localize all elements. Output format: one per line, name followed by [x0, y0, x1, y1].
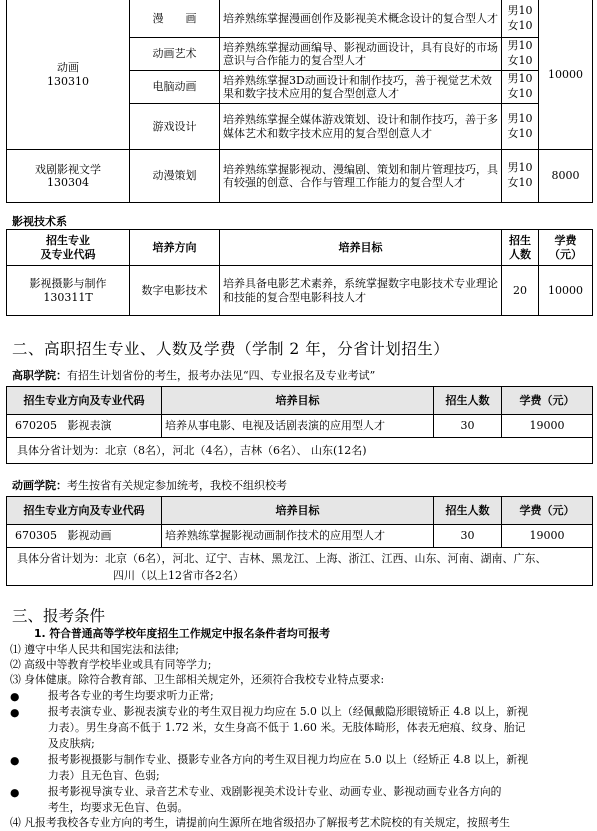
goal-cell: 培养熟练掌握漫画创作及影视美术概念设计的复合型人才	[220, 0, 502, 38]
donghua-note-text: 考生按省有关规定参加统考，我校不组织校考	[67, 479, 287, 492]
list-item	[10, 704, 590, 752]
fee-cell: 8000	[539, 150, 593, 203]
major-name: 影视表演	[67, 419, 112, 433]
condition-item: ⑴ 遵守中华人民共和国宪法和法律;	[10, 643, 180, 656]
fee-cell: 10000	[539, 266, 593, 316]
goal-cell: 培养熟练掌握全媒体游戏策划、设计和制作技巧，善于多媒体艺术和数字技术应用的复合型创意人才	[220, 104, 502, 150]
bullet-list	[10, 688, 590, 816]
majors-table-film-tech	[6, 229, 593, 316]
direction-cell: 动画艺术	[130, 38, 220, 71]
plan-line: 具体分省计划为：北京（6名），河北、辽宁、吉林、黑龙江、上海、浙江、江西、山东、河南、湖南、广东、	[17, 551, 547, 565]
gaozhi-note-text: 有招生计划省份的考生，报考办法见“四、专业报名及专业考试”	[67, 369, 376, 382]
header-fee: 学费（元）	[502, 497, 593, 525]
count-cell: 男10 女10	[502, 104, 539, 150]
donghua-table	[6, 496, 593, 586]
section-3-title: 三、报考条件	[12, 607, 106, 625]
header-fee: 学费（元）	[502, 387, 593, 415]
header-goal: 培养目标	[220, 230, 502, 266]
direction-cell: 漫 画	[130, 0, 220, 38]
bullet-icon: ●	[10, 786, 20, 799]
plan-row	[7, 548, 593, 586]
bullet-icon: ●	[10, 754, 20, 767]
fee-cell: 10000	[539, 0, 593, 150]
bullet-text: 报考影视摄影与制作专业、摄影专业各方向的考生双目视力均应在 5.0 以上（经矫正 4.8 以上，新视	[48, 753, 528, 766]
gaozhi-note	[12, 367, 375, 383]
gaozhi-label: 高职学院：	[12, 369, 67, 382]
table-row	[7, 525, 593, 548]
major-cell: 戏剧影视文学 130304	[7, 150, 130, 203]
bullet-text: 及皮肤病;	[48, 737, 95, 750]
majors-table-animation	[6, 0, 593, 203]
major-cell: 影视摄影与制作 130311T	[7, 266, 130, 316]
bullet-text: 力表）且无色盲、色弱;	[48, 769, 160, 782]
section-film-tech-label: 影视技术系	[12, 215, 67, 228]
header-goal: 培养目标	[162, 387, 434, 415]
bullet-text: 报考各专业的考生均要求听力正常;	[48, 689, 214, 702]
bullet-text: 力表）。男生身高不低于 1.72 米，女生身高不低于 1.60 米。无肢体畸形，体表无疤痕、纹身、胎记	[48, 721, 526, 734]
goal-cell: 培养熟练掌握3D动画设计和制作技巧，善于视觉艺术效果和数字技术应用的复合型创意人才	[220, 71, 502, 104]
plan-line: 四川（以上12省市各2名）	[113, 568, 244, 582]
major-code: 670305	[15, 529, 57, 543]
header-count: 招生人数	[434, 387, 502, 415]
major-code-cell	[7, 415, 162, 438]
conditions-heading: 1. 符合普通高等学校年度招生工作规定中报名条件者均可报考	[34, 627, 331, 640]
header-major: 招生专业 及专业代码	[7, 230, 130, 266]
bullet-text: 报考影视导演专业、录音艺术专业、戏剧影视美术设计专业、动画专业、影视动画专业各方向的	[48, 785, 502, 798]
header-count: 招生人数	[434, 497, 502, 525]
table-header-row	[7, 497, 593, 525]
count-cell: 男10 女10	[502, 38, 539, 71]
donghua-note	[12, 477, 287, 493]
count-cell: 30	[434, 415, 502, 438]
section-2-title: 二、高职招生专业、人数及学费（学制 2 年，分省计划招生）	[12, 340, 450, 358]
count-cell: 男10 女10	[502, 0, 539, 38]
table-header-row	[7, 387, 593, 415]
major-code: 670205	[15, 419, 57, 433]
direction-cell: 数字电影技术	[130, 266, 220, 316]
direction-cell: 动漫策划	[130, 150, 220, 203]
list-item	[10, 752, 590, 784]
direction-cell: 游戏设计	[130, 104, 220, 150]
goal-cell: 培养熟练掌握动画编导、影视动画设计，具有良好的市场意识与合作能力的复合型人才	[220, 38, 502, 71]
condition-item: ⑶ 身体健康。除符合教育部、卫生部相关规定外，还须符合我校专业特点要求:	[10, 673, 385, 686]
goal-cell: 培养熟练掌握影视动、漫编剧、策划和制片管理技巧，具有较强的创意、合作与管理工作能力的复合型人才	[220, 150, 502, 203]
header-major-code: 招生专业方向及专业代码	[7, 387, 162, 415]
header-count: 招生 人数	[502, 230, 539, 266]
major-cell: 动画 130310	[7, 0, 130, 150]
bullet-text: 考生，均要求无色盲、色弱。	[48, 801, 189, 814]
goal-cell: 培养熟练掌握影视动画制作技术的应用型人才	[162, 525, 434, 548]
list-item	[10, 784, 590, 816]
count-cell: 男10 女10	[502, 150, 539, 203]
header-goal: 培养目标	[162, 497, 434, 525]
list-item	[10, 688, 590, 704]
table-row	[7, 150, 593, 203]
table-row	[7, 0, 593, 38]
count-cell: 20	[502, 266, 539, 316]
header-direction: 培养方向	[130, 230, 220, 266]
count-cell: 30	[434, 525, 502, 548]
condition-item: ⑷ 凡报考我校各专业方向的考生，请提前向生源所在地省级招办了解报考艺术院校的有关规定，按照考生	[10, 816, 511, 829]
table-row	[7, 266, 593, 316]
donghua-label: 动画学院：	[12, 479, 67, 492]
plan-cell	[7, 548, 593, 586]
count-cell: 男10 女10	[502, 71, 539, 104]
header-major-code: 招生专业方向及专业代码	[7, 497, 162, 525]
table-header-row	[7, 230, 593, 266]
direction-cell: 电脑动画	[130, 71, 220, 104]
plan-cell: 具体分省计划为：北京（8名），河北（4名），吉林（6名）、 山东(12名)	[7, 438, 593, 464]
header-fee: 学费 （元）	[539, 230, 593, 266]
plan-row	[7, 438, 593, 464]
bullet-text: 报考表演专业、影视表演专业的考生双目视力均应在 5.0 以上（经佩戴隐形眼镜矫正 4.8 以上，新视	[48, 705, 528, 718]
bullet-icon: ●	[10, 690, 20, 703]
gaozhi-table	[6, 386, 593, 464]
goal-cell: 培养具备电影艺术素养，系统掌握数字电影技术专业理论和技能的复合型电影科技人才	[220, 266, 502, 316]
major-code-cell	[7, 525, 162, 548]
fee-cell: 19000	[502, 415, 593, 438]
goal-cell: 培养从事电影、电视及话剧表演的应用型人才	[162, 415, 434, 438]
major-name: 影视动画	[67, 529, 112, 543]
fee-cell: 19000	[502, 525, 593, 548]
table-row	[7, 415, 593, 438]
bullet-icon: ●	[10, 706, 20, 719]
condition-item: ⑵ 高级中等教育学校毕业或具有同等学力;	[10, 658, 212, 671]
